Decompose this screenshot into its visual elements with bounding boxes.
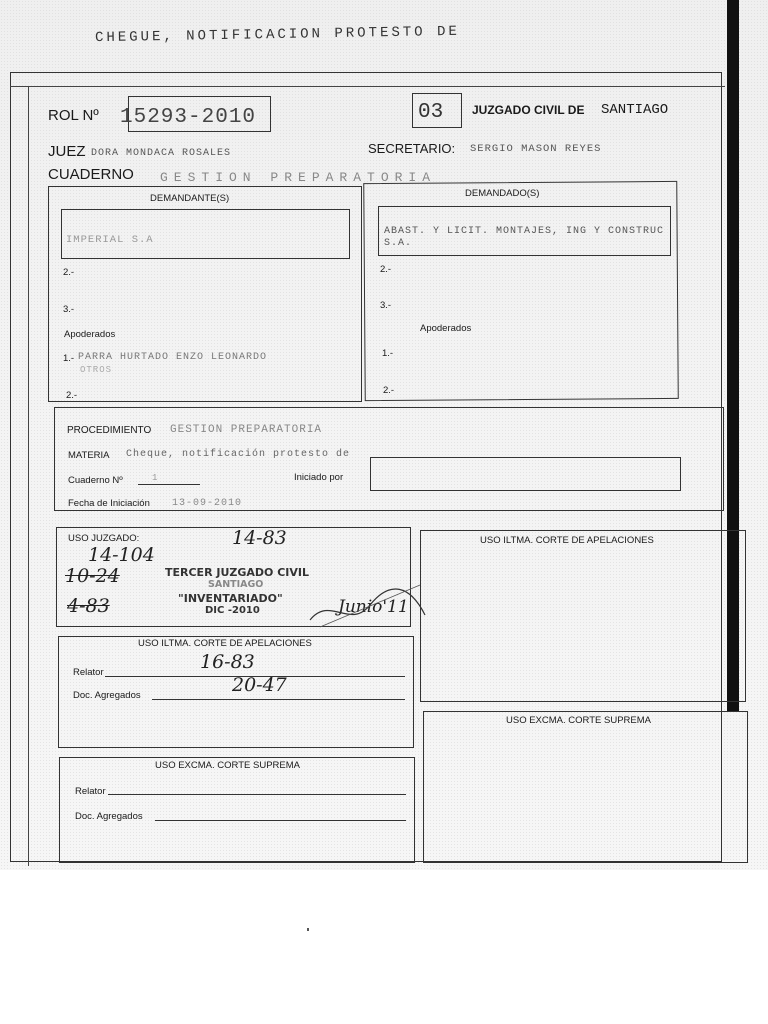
stray-mark	[307, 928, 309, 931]
stamp-line-4: DIC -2010	[205, 605, 260, 616]
fecha-value: 13-09-2010	[172, 498, 243, 509]
juez-value: DORA MONDACA ROSALES	[91, 148, 232, 159]
demandado-2: 2.-	[380, 264, 392, 275]
frame-inner-top	[10, 86, 725, 87]
demandante-3: 3.-	[63, 304, 75, 315]
suprema-left-section	[59, 757, 415, 863]
rol-label: ROL Nº	[48, 107, 99, 124]
uso-juzgado-signature: Junio'11	[338, 597, 409, 617]
juzgado-number: 03	[418, 101, 444, 124]
cuaderno-value: GESTION PREPARATORIA	[160, 170, 437, 185]
demandante-1: IMPERIAL S.A	[66, 234, 154, 246]
secretario-label: SECRETARIO:	[368, 141, 456, 156]
apelaciones-left-relator-value: 16-83	[200, 651, 255, 673]
apelaciones-left-title: USO ILTMA. CORTE DE APELACIONES	[138, 638, 312, 649]
cuaderno-num-line	[138, 484, 200, 485]
demandados-title: DEMANDADO(S)	[465, 188, 540, 199]
frame-left-rule	[28, 86, 29, 866]
apelaciones-right-section	[420, 530, 746, 702]
juzgado-label: JUZGADO CIVIL DE	[472, 103, 585, 117]
suprema-left-title: USO EXCMA. CORTE SUPREMA	[155, 760, 300, 771]
uso-juzgado-hand-3: 10-24	[65, 565, 120, 587]
secretario-value: SERGIO MASON REYES	[470, 143, 602, 155]
juzgado-city: SANTIAGO	[601, 102, 669, 118]
fecha-label: Fecha de Iniciación	[68, 498, 150, 509]
suprema-right-title: USO EXCMA. CORTE SUPREMA	[506, 715, 651, 726]
demandantes-title: DEMANDANTE(S)	[150, 193, 230, 204]
demandantes-apoderados-label: Apoderados	[64, 329, 116, 340]
cuaderno-num-label: Cuaderno Nº	[68, 475, 123, 486]
demandados-apoderado-1: 1.-	[382, 348, 394, 359]
demandantes-apoderado-1-num: 1.-	[63, 353, 75, 364]
iniciado-box	[370, 457, 681, 491]
apelaciones-left-doc-line	[152, 699, 405, 700]
signature-scribble	[300, 575, 430, 635]
demandado-1: ABAST. Y LICIT. MONTAJES, ING Y CONSTRUC S.A.	[384, 226, 665, 249]
stamp-line-1: TERCER JUZGADO CIVIL	[165, 566, 310, 579]
demandados-apoderados-label: Apoderados	[420, 323, 472, 334]
suprema-left-relator-label: Relator	[75, 786, 106, 797]
apelaciones-left-doc-label: Doc. Agregados	[73, 690, 141, 701]
juez-label: JUEZ	[48, 143, 86, 160]
apelaciones-left-relator-label: Relator	[73, 667, 104, 678]
demandados-apoderado-2: 2.-	[383, 385, 395, 396]
demandantes-apoderado-1-sub: OTROS	[80, 365, 113, 375]
suprema-left-relator-line	[108, 794, 406, 795]
stamp-line-2: SANTIAGO	[208, 579, 264, 590]
iniciado-label: Iniciado por	[294, 472, 344, 483]
materia-label: MATERIA	[68, 450, 110, 461]
suprema-left-doc-line	[155, 820, 406, 821]
uso-juzgado-label: USO JUZGADO:	[68, 533, 140, 544]
document-title: CHEGUE, NOTIFICACION PROTESTO DE	[94, 23, 460, 47]
suprema-left-doc-label: Doc. Agregados	[75, 811, 143, 822]
apelaciones-left-doc-value: 20-47	[232, 674, 287, 696]
uso-juzgado-hand-4: 4-83	[67, 595, 110, 617]
procedimiento-label: PROCEDIMIENTO	[67, 425, 152, 436]
demandantes-apoderado-1: PARRA HURTADO ENZO LEONARDO	[78, 352, 268, 363]
uso-juzgado-hand-1: 14-104	[88, 544, 155, 566]
stamp-line-3: "INVENTARIADO"	[178, 592, 283, 605]
demandantes-apoderado-2: 2.-	[66, 390, 78, 401]
cuaderno-num-value: 1	[152, 473, 159, 483]
uso-juzgado-hand-2: 14-83	[232, 527, 287, 549]
suprema-right-section	[423, 711, 748, 863]
cuaderno-label: CUADERNO	[48, 166, 134, 183]
materia-value: Cheque, notificación protesto de	[126, 449, 351, 460]
demandante-2: 2.-	[63, 267, 75, 278]
procedimiento-value: GESTION PREPARATORIA	[170, 424, 323, 436]
apelaciones-right-title: USO ILTMA. CORTE DE APELACIONES	[480, 535, 654, 546]
rol-value: 15293-2010	[120, 106, 257, 129]
demandado-3: 3.-	[380, 300, 392, 311]
